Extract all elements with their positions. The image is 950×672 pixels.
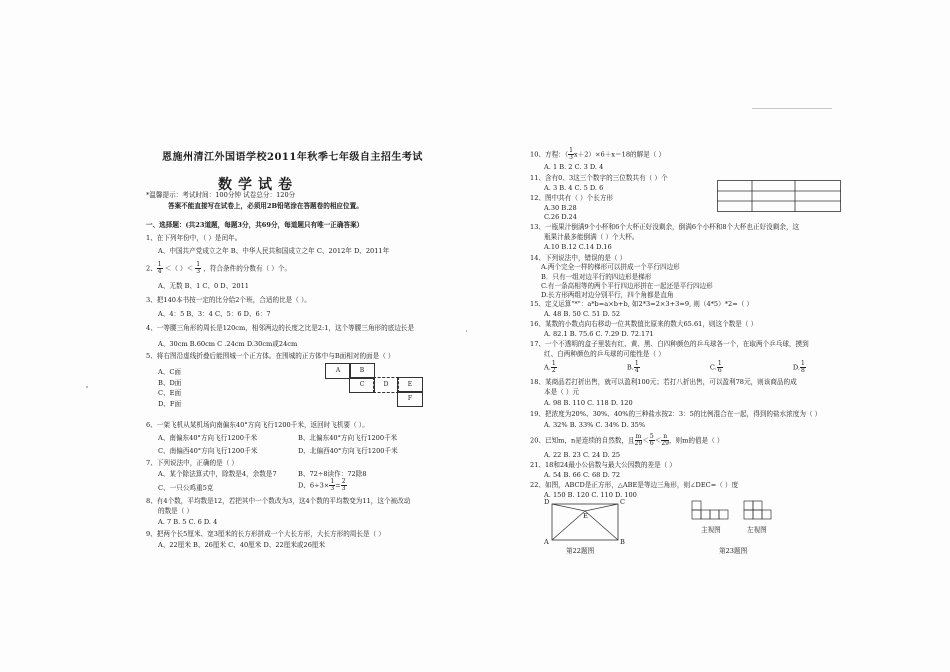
q2-text: 2、 $\frac{1}{4}$ ＜（ ）＜ $\frac{1}{3}$ ，符合条件的分数有（ ）个。 <box>146 261 292 275</box>
section-heading: 一、选择题：(共23道题，每题3分，共69分，每道题只有唯一正确答案） <box>146 221 364 229</box>
q5-option-b: B、D面 <box>158 379 182 387</box>
fraction: $\frac{1}{6}$ <box>717 360 722 374</box>
q12-options-cd: C.26 D.24 <box>544 213 577 221</box>
fraction: $\frac{1}{8}$ <box>801 360 805 374</box>
exam-title: 恩施州清江外国语学校2011年秋季七年级自主招生考试 <box>162 152 423 163</box>
fraction: $\frac{1}{3}$ <box>569 147 573 161</box>
q23-front-view <box>690 499 730 523</box>
net-face-f: F <box>397 391 423 407</box>
q22-square-figure <box>540 498 630 546</box>
q10-text: 10、方程：（ $\frac{1}{3}$ x＋2）×6＋x＝18的解是（ ） <box>530 147 666 161</box>
fig22-label-d: D <box>544 498 550 506</box>
q9-options: A、22厘米 B、26厘米 C、40厘米 D、22厘米或26厘米 <box>158 541 326 549</box>
q3-text: 3、把140本书按一定的比分给2个班，合适的比是（ ）。 <box>146 296 311 304</box>
fraction: $\frac{m}{29}$ <box>634 433 643 447</box>
q23-left-view <box>742 499 774 523</box>
q22-options: A. 150 B. 120 C. 110 D. 100 <box>544 491 637 499</box>
q13-text-cont: 瓶果汁最多能倒满（ ）个大杯。 <box>544 233 639 241</box>
fraction: $\frac{1}{3}$ <box>196 261 201 275</box>
fig22-label-e: E <box>583 512 588 520</box>
q7-option-c: C、一只公鸡重5克 <box>158 484 214 492</box>
q7-option-a: A、某个除法算式中，除数是4，余数是7 <box>158 470 277 478</box>
fraction: $\frac{2}{3}$ <box>341 478 346 492</box>
net-face-c: C <box>349 377 375 393</box>
q16-text: 16、某数的小数点向右移动一位其数值比原来的数大65.61，则这个数是（ ） <box>530 320 758 328</box>
fraction: $\frac{1}{4}$ <box>157 261 162 275</box>
q14-option-a: A.两个完全一样的梯形可以拼成一个平行四边形 <box>541 263 680 271</box>
q14-option-c: C.有一条高相等的两个平行四边形拼在一起还是平行四边形 <box>541 282 713 290</box>
q4-options: A、30cm B.60cm C .24cm D.30cm或24cm <box>158 340 298 348</box>
scan-artifact <box>752 108 832 109</box>
fig22-label-a: A <box>544 538 549 546</box>
q6-option-b: B、北偏东40°方向飞行1200千米 <box>298 434 398 442</box>
q18-text-cont: 本是（ ）元 <box>544 388 580 396</box>
q1-text: 1、在下列年份中，（ ）是闰年。 <box>146 234 242 242</box>
left-view-label: 左视图 <box>747 526 767 534</box>
q21-options: A. 54 B. 66 C. 68 D. 72 <box>544 471 621 479</box>
q6-text: 6、一架飞机从某机场向南偏东40°方向飞行1200千米，返回时飞机要（ ）。 <box>146 421 369 429</box>
scan-artifact <box>466 330 467 332</box>
q19-options: A. 32% B. 33% C. 34% D. 35% <box>544 421 646 429</box>
q19-text: 19、把浓度为20%、30%、40%的三种盐水按2：3：5的比例混合在一起，得到的盐水浓度为（ ） <box>530 410 822 418</box>
net-face-b: B <box>349 363 375 379</box>
q18-text: 18、某商品若打折出售，就可以盈利100元；若打八折出售，可以盈利78元，则该商品的成 <box>530 378 797 386</box>
fraction: $\frac{n}{29}$ <box>661 433 669 447</box>
q21-text: 21、18和24最小公倍数与最大公因数的差是（ ） <box>530 461 676 469</box>
q7-option-d: D、6÷3× $\frac{1}{3}$ = $\frac{2}{3}$ <box>298 478 346 492</box>
fraction: $\frac{1}{2}$ <box>551 360 556 374</box>
q11-options: A. 3 B. 4 C. 5 D. 6 <box>544 184 604 192</box>
q18-options: A. 98 B. 110 C. 118 D. 120 <box>544 399 633 407</box>
scan-artifact <box>86 386 88 388</box>
net-face-e: E <box>397 377 423 393</box>
q15-options: A. 48 B. 50 C. 51 D. 52 <box>544 310 621 318</box>
net-face-d: D <box>373 377 399 393</box>
exam-subtitle: 数学试卷 <box>218 177 298 193</box>
fraction: $\frac{5}{6}$ <box>649 433 654 447</box>
q20-options: A. 22 B. 23 C. 24 D. 25 <box>544 451 621 459</box>
q6-option-c: C、南偏西40°方向飞行1200千米 <box>158 447 258 455</box>
q15-text: 15、定义运算"*"：a*b=a×b+b, 如2*3=2×3+3=9, 则（4*5）*2=（ ） <box>530 300 754 308</box>
q5-option-d: D、F面 <box>158 400 182 408</box>
front-view-svg <box>690 499 730 523</box>
q11-text: 11、含有0、3这三个数字的三位数共有（ ）个 <box>530 174 668 182</box>
q17-text: 17、一个不透明的盒子里装有红、黄、黑、白四种颜色的乒乓球各一个，在取两个乒乓球，摸到 <box>530 340 809 348</box>
front-view-label: 主视图 <box>701 526 721 534</box>
q5-text: 5、将右图沿虚线折叠后能围城一个正方体。在围城的正方体中与B面相对的面是（ ） <box>146 352 395 360</box>
fig22-label-c: C <box>620 498 626 506</box>
q14-text: 14、下列说法中，错误的是（ ） <box>530 254 627 262</box>
fraction: $\frac{1}{4}$ <box>634 360 639 374</box>
cube-net-figure <box>325 363 425 413</box>
q5-option-a: A、C面 <box>158 368 181 376</box>
q6-option-d: D、北偏西40°方向飞行1200千米 <box>298 447 398 455</box>
q9-text: 9、把两个长5厘米、宽3厘米的长方形拼成一个大长方形，大长方形的周长是（ ） <box>146 530 385 538</box>
q6-option-a: A、南偏东40°方向飞行1200千米 <box>158 434 258 442</box>
q20-text: 20、已知m，n是连续的自然数，且 $\frac{m}{29}$ ＜ $\frac{5}{6}$ ＜ $\frac{n}{29}$ ，则m的值是（ ） <box>530 433 724 447</box>
net-face-a: A <box>325 363 351 379</box>
q8-options: A. 7 B. 5 C. 6 D. 4 <box>158 518 218 526</box>
rectangle-grid-svg <box>717 180 841 212</box>
notice-time: *温馨提示：考试时间：100分钟 试卷总分：120分 <box>146 191 296 199</box>
q22-text: 22、如图，ABCD是正方形，△ABE是等边三角形，则∠DEC=（ ）度 <box>530 481 739 489</box>
q10-options: A. 1 B. 2 C. 3 D. 4 <box>544 163 604 171</box>
q2-options: A、无数 B、1 C、0 D、2011 <box>158 282 249 290</box>
q8-text: 8、有4个数，平均数是12，若把其中一个数改为3，这4个数的平均数变为11，这个被改动 <box>146 497 411 505</box>
q1-options: A、中国共产党成立之年 B、中华人民共和国成立之年 C、2012年 D、2011年 <box>158 247 390 255</box>
q13-options: A.10 B.12 C.14 D.16 <box>544 243 612 251</box>
q3-options: A、4：5 B、3：4 C、5：6 D、6：7 <box>158 310 271 318</box>
notice-instruction: 答案不能直接写在试卷上，必须用2B铅笔涂在答题卷的相应位置。 <box>168 202 363 210</box>
q14-option-b: B．只有一组对边平行的四边形是梯形 <box>541 273 652 281</box>
q13-text: 13、一瓶果汁倒满9个小杯和6个大杯正好没剩余，倒满6个小杯和8个大杯也正好没剩余，这 <box>530 223 800 231</box>
q17-options: A. $\frac{1}{2}$ B. $\frac{1}{4}$ C. $\frac{1}{6}$ D. $\frac{1}{8}$ <box>544 360 805 374</box>
q12-rectangle-grid <box>717 180 841 212</box>
q4-text: 4、一等腰三角形的周长是120cm，相邻两边的长度之比是2:1，这个等腰三角形的底边长是 <box>146 324 415 332</box>
fig23-caption: 第23题图 <box>719 547 748 555</box>
fraction: $\frac{1}{3}$ <box>330 478 335 492</box>
q12-options-ab: A.30 B.28 <box>544 204 577 212</box>
fig22-label-b: B <box>620 538 625 546</box>
q7-text: 7、下列说法中，正确的是（ ） <box>146 459 239 467</box>
q14-option-d: D.长方形两组对边分别平行，四个角都是直角 <box>541 291 674 299</box>
left-view-svg <box>742 499 774 523</box>
fig22-caption: 第22题图 <box>566 547 595 555</box>
square-triangle-svg <box>540 498 630 546</box>
q16-options: A. 82.1 B. 75.6 C. 7.29 D. 72.171 <box>544 330 654 338</box>
q17-text-cont: 红、白两种颜色的乒乓球的可能性是（ ） <box>544 350 665 358</box>
q8-text-cont: 的数是（ ） <box>158 507 194 515</box>
q5-option-c: C、E面 <box>158 389 182 397</box>
q7-option-b: B、72÷8读作：72除8 <box>298 470 367 478</box>
q12-text: 12、图中共有（ ）个长方形 <box>530 194 614 202</box>
